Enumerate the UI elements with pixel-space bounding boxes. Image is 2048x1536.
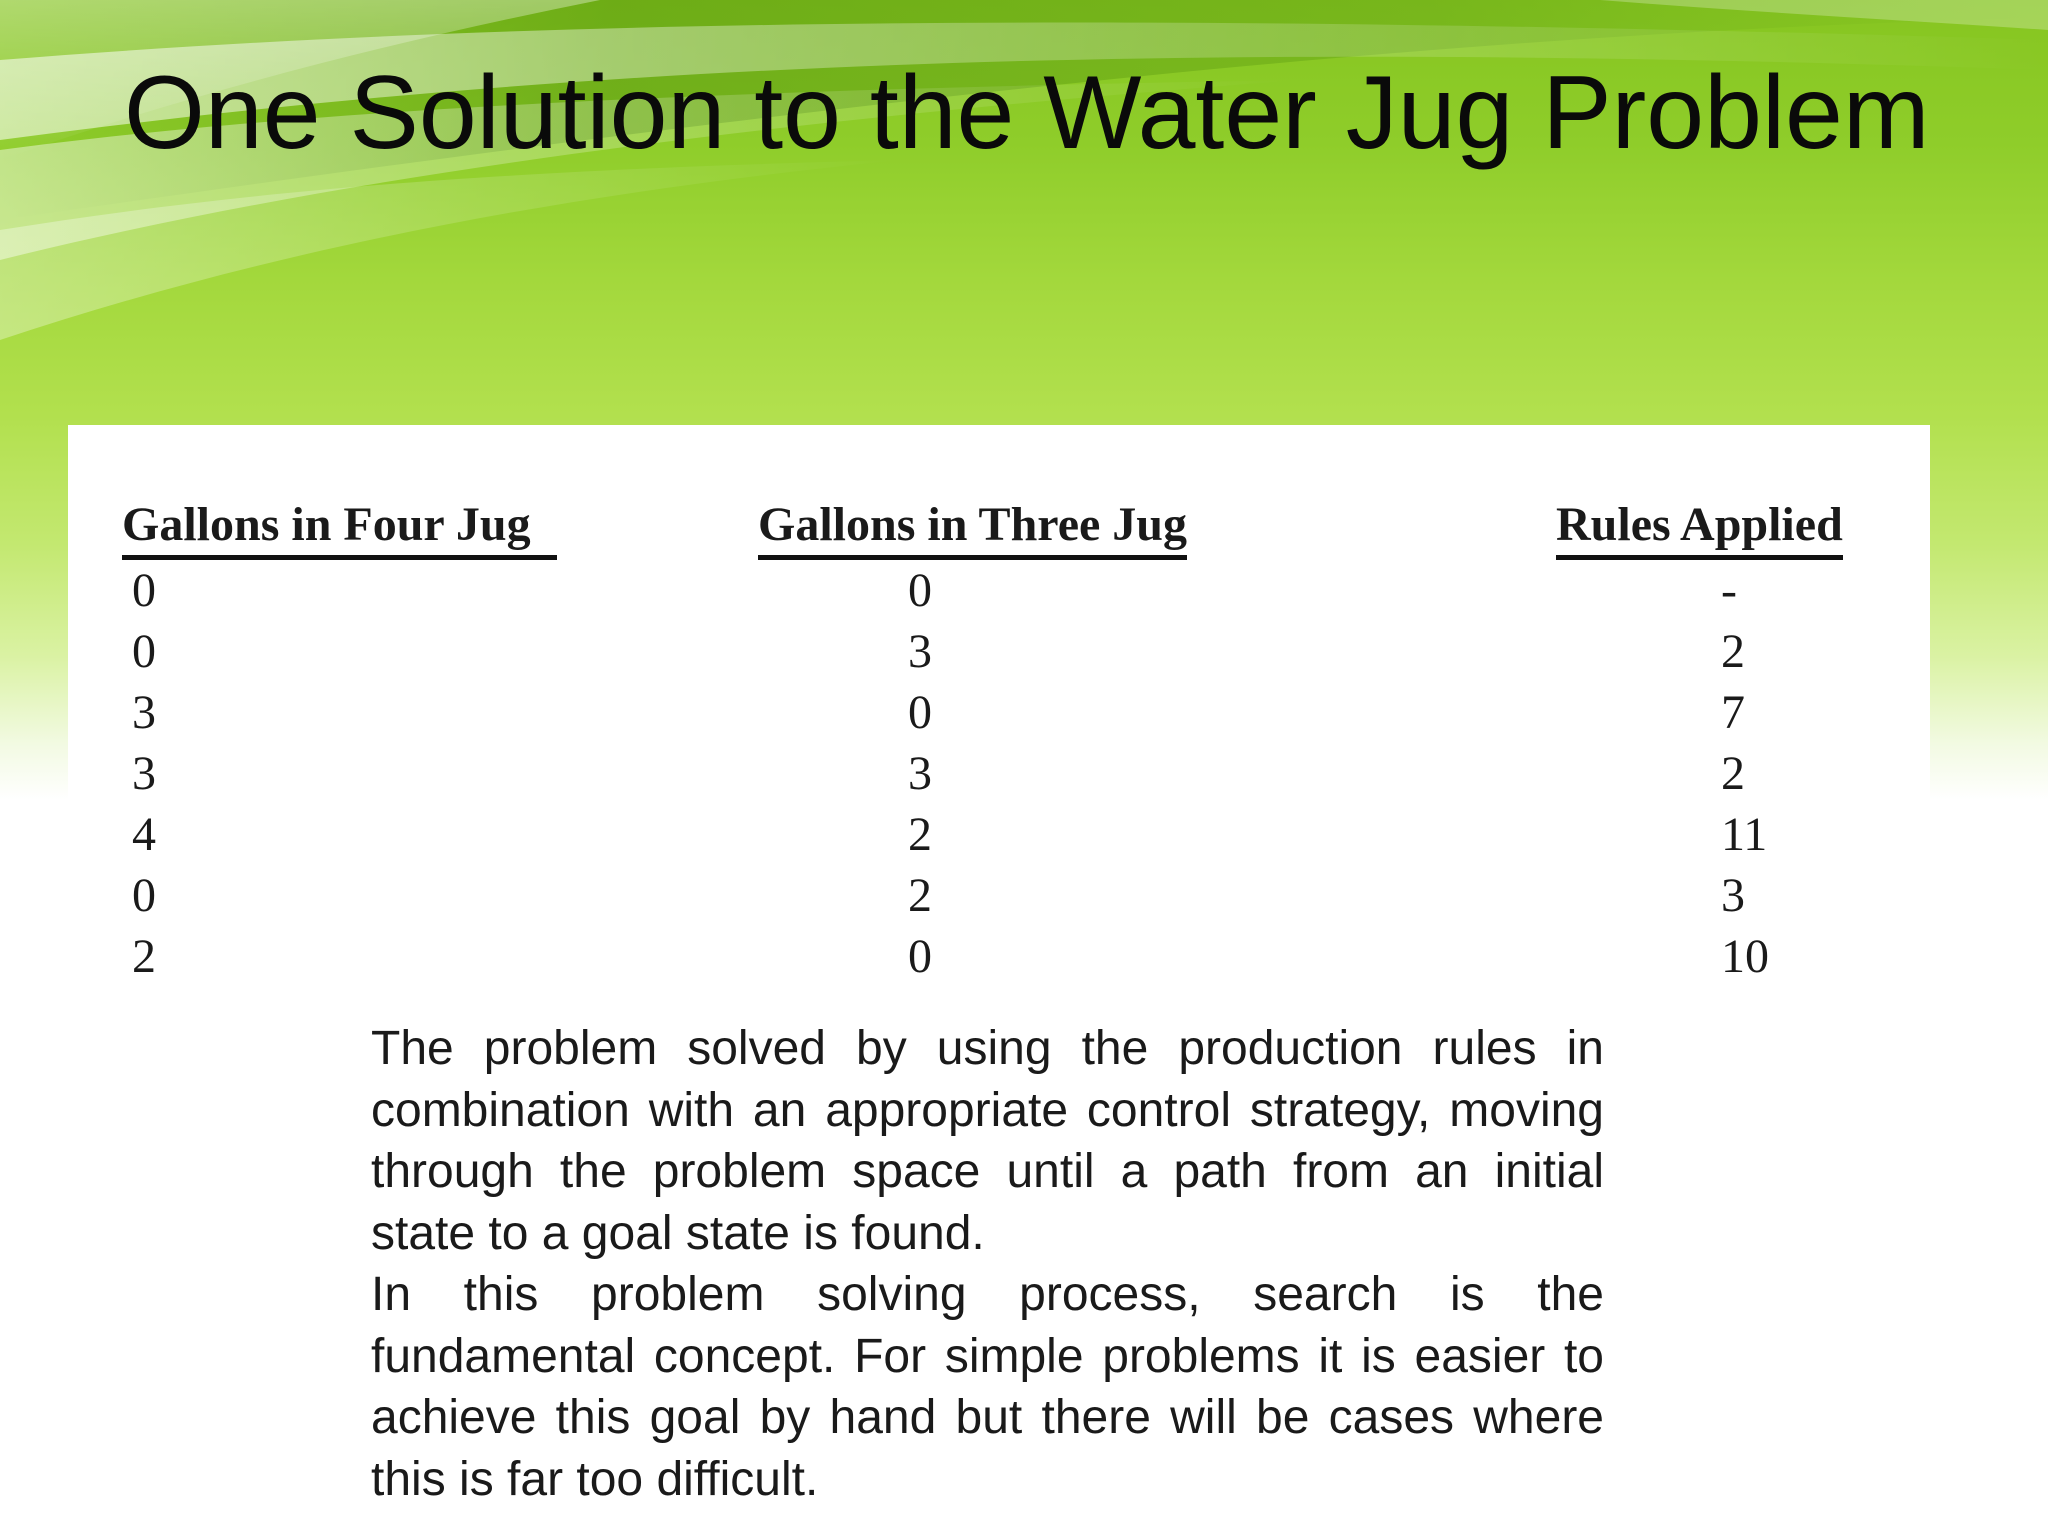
table-cell: 3 (132, 686, 156, 739)
table-cell: - (1721, 564, 1737, 617)
table-cell: 2 (1721, 625, 1745, 678)
table-cell: 2 (132, 930, 156, 983)
column-header-rules-applied: Rules Applied (1556, 497, 1843, 560)
table-cell: 2 (908, 808, 932, 861)
table-cell: 3 (132, 747, 156, 800)
column-rules-applied (1556, 497, 1843, 987)
slide-title: One Solution to the Water Jug Problem (124, 55, 1930, 171)
column-four-jug (122, 497, 557, 987)
table-cell: 0 (132, 625, 156, 678)
column-values-rules-applied (1556, 560, 1843, 987)
table-cell: 2 (908, 869, 932, 922)
table-cell: 2 (1721, 747, 1745, 800)
column-values-three-jug (758, 560, 1187, 987)
column-three-jug (758, 497, 1187, 987)
water-jug-solution-table (68, 425, 1930, 1015)
table-cell: 0 (908, 686, 932, 739)
table-cell: 11 (1721, 808, 1768, 861)
table-cell: 3 (1721, 869, 1745, 922)
table-cell: 0 (908, 930, 932, 983)
column-header-three-jug: Gallons in Three Jug (758, 497, 1187, 560)
description-text (371, 1018, 1604, 1510)
table-cell: 7 (1721, 686, 1745, 739)
column-values-four-jug (122, 560, 557, 987)
description-paragraph-1: The problem solved by using the production rules in combination with an appropriate control strategy, moving through the problem space until a path from an initial state to a goal state is found. (371, 1022, 1604, 1260)
table-cell: 3 (908, 747, 932, 800)
table-cell: 0 (132, 869, 156, 922)
description-paragraph-2: In this problem solving process, search is the fundamental concept. For simple problems it is easier to achieve this goal by hand but there will be cases where this is far too difficult. (371, 1268, 1604, 1506)
table-cell: 4 (132, 808, 156, 861)
table-cell: 3 (908, 625, 932, 678)
column-header-four-jug: Gallons in Four Jug (122, 497, 557, 560)
table-cell: 0 (908, 564, 932, 617)
table-cell: 10 (1721, 930, 1769, 983)
table-cell: 0 (132, 564, 156, 617)
